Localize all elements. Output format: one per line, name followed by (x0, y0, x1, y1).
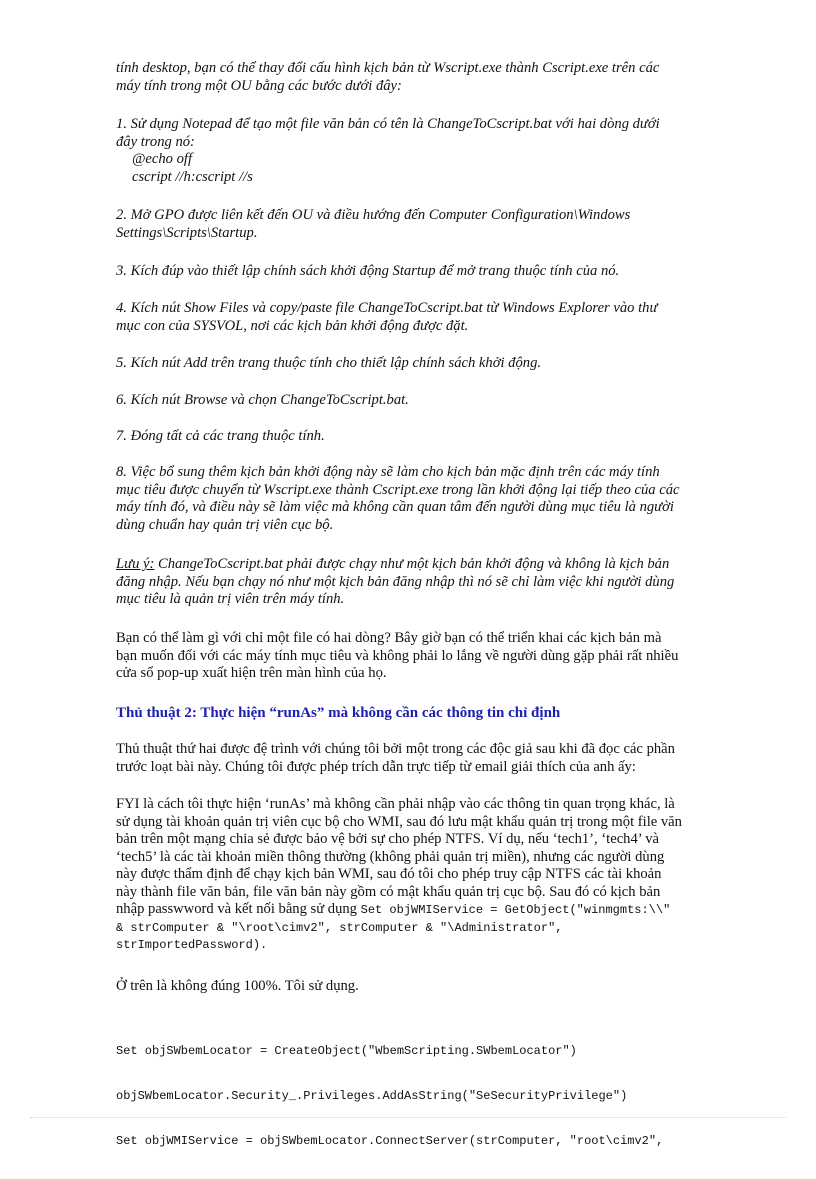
text-line: đây trong nó: (116, 133, 195, 150)
text-line: bản trên một mạng chia sẻ được bảo vệ bởi sự cho phép NTFS. Ví dụ, nếu ‘tech1’, ‘tech4’ và (116, 831, 659, 847)
code-line: objSWbemLocator.Security_.Privileges.AddAsString("SeSecurityPrivilege") (116, 1089, 628, 1103)
text-line: 7. Đóng tất cả các trang thuộc tính. (116, 428, 325, 444)
text-line: Thủ thuật thứ hai được đệ trình với chúng tôi bởi một trong các độc giả sau khi đã đọc các phần (116, 741, 675, 757)
text-line: 5. Kích nút Add trên trang thuộc tính cho thiết lập chính sách khởi động. (116, 355, 542, 371)
text-line: ChangeToCscript.bat phải được chạy như một kịch bản khởi động và không là kịch bản (154, 556, 670, 572)
page-bottom-divider (30, 1117, 786, 1118)
code-line: Set objSWbemLocator = CreateObject("WbemScripting.SWbemLocator") (116, 1044, 577, 1058)
step-1 (116, 116, 756, 186)
text-line: 8. Việc bổ sung thêm kịch bản khởi động này sẽ làm cho kịch bản mặc định trên các máy tính (116, 464, 660, 480)
text-line: 1. Sử dụng Notepad để tạo một file văn bản có tên là ChangeToCscript.bat với hai dòng dưới (116, 116, 660, 132)
text-line: máy tính trong một OU bằng các bước dưới đây: (116, 77, 402, 94)
note-label: Lưu ý: (116, 556, 155, 572)
body-paragraph-3 (116, 796, 756, 955)
text-line: này thành file văn bản, file văn bản này gồm có mật khẩu quản trị cục bộ. Sau đó có kịch bản (116, 883, 661, 900)
text-line: Ở trên là không đúng 100%. Tôi sử dụng. (116, 978, 359, 994)
step-2 (116, 207, 756, 242)
body-paragraph-4 (116, 978, 756, 996)
step-7 (116, 428, 756, 446)
inline-code: strImportedPassword). (116, 938, 268, 952)
step-4 (116, 300, 756, 335)
text-line: 2. Mở GPO được liên kết đến OU và điều hướng đến Computer Configuration\Windows (116, 207, 631, 223)
code-line: cscript //h:cscript //s (132, 168, 253, 185)
body-paragraph-2 (116, 741, 756, 776)
body-paragraph-1 (116, 630, 756, 683)
text-line: sử dụng tài khoản quản trị viên cục bộ cho WMI, sau đó lưu mật khẩu quản trị trong một file văn (116, 813, 682, 830)
code-line: @echo off (132, 151, 193, 167)
code-block (116, 1014, 776, 1179)
text-line: Settings\Scripts\Startup. (116, 224, 258, 241)
text-line: này được thẩm định để chạy kịch bản WMI, sau đó tôi cho phép truy cập NTFS các tài khoản (116, 866, 662, 882)
text-line: bạn muốn đối với các máy tính mục tiêu và không phải lo lắng về người dùng gặp phải rất nhiều (116, 647, 679, 664)
step-3 (116, 263, 756, 281)
step-8 (116, 464, 756, 534)
note-paragraph (116, 556, 756, 609)
text-line: tính desktop, bạn có thể thay đổi cấu hình kịch bản từ Wscript.exe thành Cscript.exe trên các (116, 60, 660, 76)
text-line: cửa sổ pop-up xuất hiện trên màn hình của họ. (116, 665, 387, 681)
intro-paragraph (116, 60, 756, 95)
text-line: mục con của SYSVOL, nơi các kịch bản khởi động được đặt. (116, 317, 469, 334)
text-line: mục tiêu được chuyển từ Wscript.exe thành Cscript.exe trong lần khởi động lại tiếp theo của các (116, 481, 680, 498)
text-line: ‘tech5’ là các tài khoản miền thông thường (không phải quản trị miền), nhưng các người dùng (116, 848, 665, 865)
text-line: FYI là cách tôi thực hiện ‘runAs’ mà không cần phải nhập vào các thông tin quan trọng khác, là (116, 796, 675, 812)
text-line: 6. Kích nút Browse và chọn ChangeToCscript.bat. (116, 392, 409, 408)
text-line: trước loạt bài này. Chúng tôi được phép trích dẫn trực tiếp từ email giải thích của anh ấy: (116, 758, 636, 775)
text-line: nhập passwword và kết nối bằng sử dụng (116, 901, 361, 917)
text-line: đăng nhập. Nếu bạn chạy nó như một kịch bản đăng nhập thì nó sẽ chỉ làm việc khi người dùng (116, 573, 675, 590)
text-line: Bạn có thể làm gì với chỉ một file có hai dòng? Bây giờ bạn có thể triển khai các kịch bản mà (116, 630, 662, 646)
inline-code: & strComputer & "\root\cimv2", strComputer & "\Administrator", (116, 920, 563, 935)
text-line: 4. Kích nút Show Files và copy/paste file ChangeToCscript.bat từ Windows Explorer vào thư (116, 300, 658, 316)
step-5 (116, 355, 756, 373)
code-line: Set objWMIService = objSWbemLocator.ConnectServer(strComputer, "root\cimv2", (116, 1134, 664, 1148)
text-line: dùng chuẩn hay quản trị viên cục bộ. (116, 516, 334, 533)
text-line: máy tính đó, và điều này sẽ làm việc mà không cần quan tâm đến người dùng mục tiêu là người (116, 499, 674, 515)
section-heading: Thủ thuật 2: Thực hiện “runAs” mà không cần các thông tin chỉ định (116, 705, 561, 721)
text-line: mục tiêu là quản trị viên trên máy tính. (116, 591, 345, 607)
step-6 (116, 392, 756, 410)
text-line: 3. Kích đúp vào thiết lập chính sách khởi động Startup để mở trang thuộc tính của nó. (116, 263, 620, 279)
inline-code: Set objWMIService = GetObject("winmgmts:\\" (360, 903, 671, 917)
